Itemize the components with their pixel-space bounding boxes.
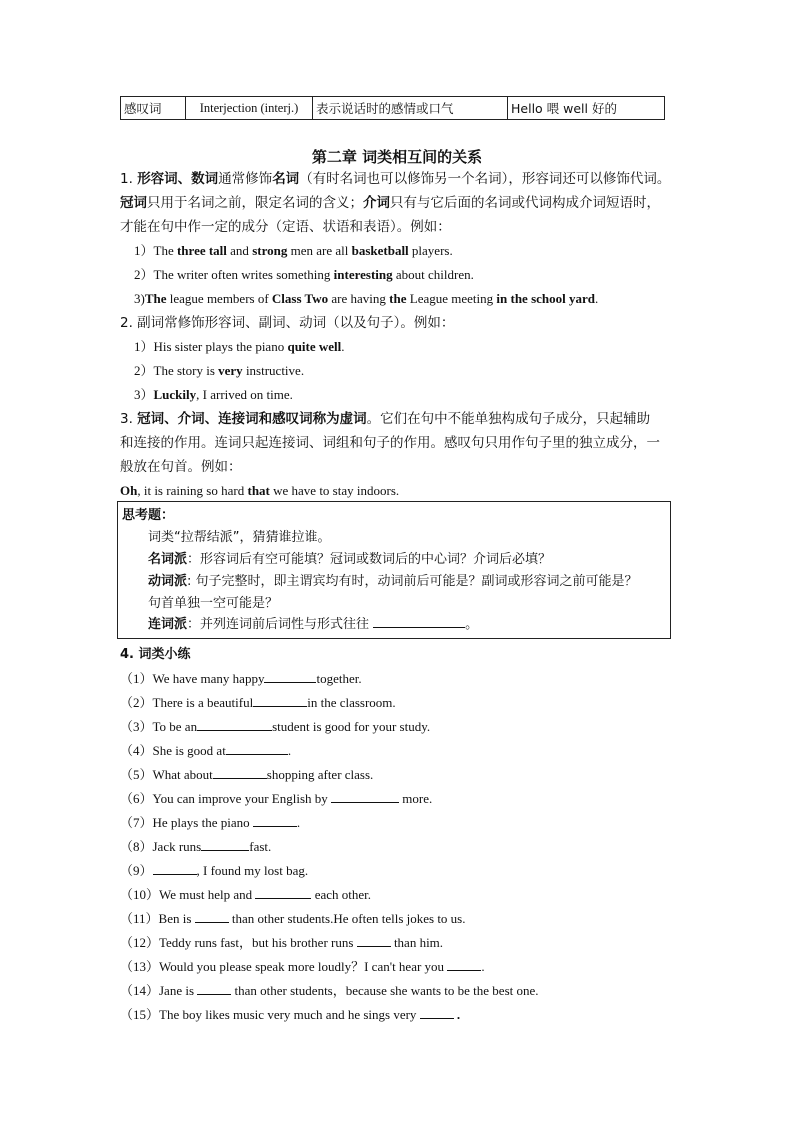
answer-blank[interactable] — [420, 1006, 454, 1019]
answer-blank[interactable] — [357, 934, 391, 947]
exercise-item: （5）What about shopping after class. — [120, 767, 374, 782]
exercise-item: （8）Jack runs fast. — [120, 839, 272, 854]
answer-blank[interactable] — [213, 766, 267, 779]
exercise-item: （3）To be an student is good for your study. — [120, 719, 431, 734]
exercise-item: （4）She is good at . — [120, 743, 292, 758]
p3-line3: 般放在句首。例如： — [120, 459, 242, 475]
p1-line2: 冠词只用于名词之前，限定名词的含义；介词只有与它后面的名词或代词构成介词短语时， — [120, 195, 660, 211]
answer-blank[interactable] — [226, 742, 288, 755]
example-2-3: 3）Luckily, I arrived on time. — [134, 387, 293, 402]
table-row — [121, 97, 665, 120]
think-box-line1: 词类“拉帮结派”，猜猜谁拉谁。 — [148, 530, 331, 545]
answer-blank[interactable] — [447, 958, 481, 971]
example-1-1: 1）The three tall and strong men are all basketball players. — [134, 243, 453, 258]
p4-title: 4. 词类小练 — [120, 647, 191, 662]
answer-blank[interactable] — [255, 886, 311, 899]
table-cell-en: Interjection (interj.) — [186, 97, 313, 120]
exercise-item: （10）We must help and each other. — [120, 887, 371, 902]
p3-line2: 和连接的作用。连词只起连接词、词组和句子的作用。感叹句只用作句子里的独立成分，一 — [120, 435, 660, 451]
table-cell-zh: 感叹词 — [121, 97, 186, 120]
table-cell-example: Hello 喂 well 好的 — [508, 97, 665, 120]
think-box-line2: 名词派：形容词后有空可能填？冠词或数词后的中心词？介词后必填？ — [148, 552, 552, 567]
example-1-2: 2）The writer often writes something interesting about children. — [134, 267, 474, 282]
think-box-title: 思考题： — [122, 508, 175, 523]
exercise-item: （9） , I found my lost bag. — [120, 863, 309, 878]
chapter-title: 第二章 词类相互间的关系 — [311, 148, 483, 166]
example-1-3: 3)The league members of Class Two are having the League meeting in the school yard. — [134, 291, 599, 306]
exercise-item: （11）Ben is than other students.He often tells jokes to us. — [120, 911, 466, 926]
table-cell-desc: 表示说话时的感情或口气 — [313, 97, 508, 120]
answer-blank[interactable] — [264, 670, 316, 683]
answer-blank[interactable] — [253, 694, 307, 707]
answer-blank[interactable] — [153, 862, 197, 875]
example-2-1: 1）His sister plays the piano quite well. — [134, 339, 345, 354]
exercise-item: （15）The boy likes music very much and he sings very . — [120, 1007, 461, 1022]
p2-line: 2. 副词常修饰形容词、副词、动词（以及句子）。例如： — [120, 315, 455, 331]
answer-blank[interactable] — [373, 615, 465, 628]
answer-blank[interactable] — [197, 982, 231, 995]
answer-blank[interactable] — [201, 838, 249, 851]
answer-blank[interactable] — [331, 790, 399, 803]
answer-blank[interactable] — [195, 910, 229, 923]
exercise-item: （7）He plays the piano . — [120, 815, 301, 830]
think-box-line3: 动词派: 句子完整时，即主谓宾均有时，动词前后可能是？副词或形容词之前可能是？ — [148, 574, 638, 589]
think-box — [117, 501, 671, 639]
answer-blank[interactable] — [253, 814, 297, 827]
exercise-item: （14）Jane is than other students，because she wants to be the best one. — [120, 983, 539, 998]
answer-blank[interactable] — [197, 718, 272, 731]
exercise-item: （2）There is a beautiful in the classroom. — [120, 695, 396, 710]
parts-of-speech-table — [120, 96, 665, 120]
p1-line3: 才能在句中作一定的成分（定语、状语和表语）。例如： — [120, 219, 451, 235]
p3-line1: 3. 冠词、介词、连接词和感叹词称为虚词。它们在句中不能单独构成句子成分，只起辅助 — [120, 411, 651, 427]
think-box-line4: 句首单独一空可能是？ — [148, 596, 279, 611]
exercise-item: （13）Would you please speak more loudly？I can't hear you . — [120, 959, 485, 974]
example-2-2: 2）The story is very instructive. — [134, 363, 305, 378]
exercise-item: （12）Teddy runs fast，but his brother runs than him. — [120, 935, 444, 950]
exercise-item: （1）We have many happy together. — [120, 671, 362, 686]
p3-example: Oh, it is raining so hard that we have to stay indoors. — [120, 483, 400, 498]
exercise-item: （6）You can improve your English by more. — [120, 791, 433, 806]
p1-line1: 1. 形容词、数词通常修饰名词（有时名词也可以修饰另一个名词），形容词还可以修饰代词。 — [120, 171, 671, 187]
think-box-line5: 连词派：并列连词前后词性与形式往往 。 — [148, 617, 479, 632]
